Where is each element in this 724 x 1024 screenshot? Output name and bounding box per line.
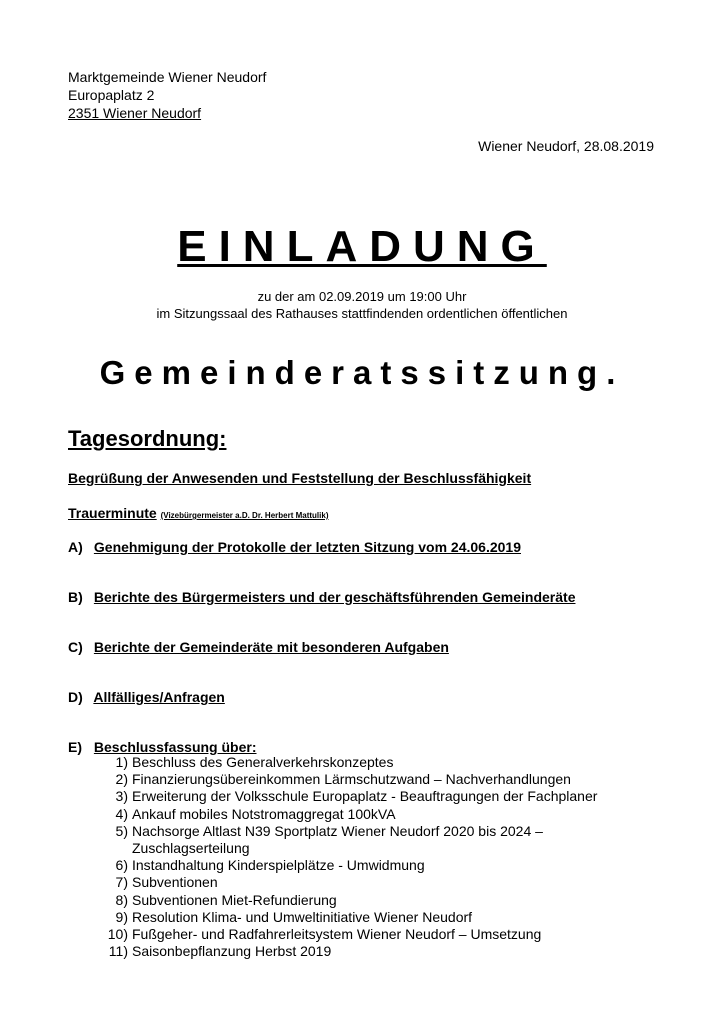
item-text: Subventionen — [132, 874, 218, 891]
section-e — [68, 739, 257, 755]
item-number: 7) — [115, 874, 128, 891]
section-c — [68, 639, 449, 655]
item-text: Nachsorge Altlast N39 Sportplatz Wiener Neudorf 2020 bis 2024 – Zuschlagserteilung — [132, 822, 543, 857]
sender-street: Europaplatz 2 — [68, 87, 155, 103]
date-line: Wiener Neudorf, 28.08.2019 — [478, 138, 654, 154]
list-item — [100, 823, 602, 857]
minute-label: Trauerminute — [68, 505, 157, 521]
subtitle-line-2: im Sitzungssaal des Rathauses stattfindenden ordentlichen öffentlichen — [156, 306, 568, 321]
section-letter: D) — [68, 689, 83, 705]
item-text: Resolution Klima- und Umweltinitiative Wiener Neudorf — [132, 908, 473, 925]
item-text: Beschluss des Generalverkehrskonzeptes — [132, 754, 394, 770]
item-number: 9) — [115, 908, 128, 925]
item-number: 11) — [108, 943, 128, 960]
minute-item — [68, 505, 329, 521]
section-text: Beschlussfassung über: — [93, 739, 257, 755]
section-text: Berichte des Bürgermeisters und der geschäftsführenden Gemeinderäte — [93, 589, 576, 605]
item-number: 8) — [115, 891, 128, 908]
section-b — [68, 589, 575, 605]
item-text: Erweiterung der Volksschule Europaplatz - Beauftragungen der Fachplaner — [132, 788, 598, 805]
meeting-title: Gemeinderatssitzung. — [99, 354, 625, 391]
subtitle-line-1: zu der am 02.09.2019 um 19:00 Uhr — [257, 289, 467, 304]
section-letter: A) — [68, 539, 83, 555]
minute-note: (Vizebürgermeister a.D. Dr. Herbert Mattulik) — [160, 511, 329, 520]
sender-name: Marktgemeinde Wiener Neudorf — [68, 69, 267, 85]
item-number: 10) — [107, 926, 128, 943]
item-text: Ankauf mobiles Notstromaggregat 100kVA — [132, 805, 396, 822]
agenda-heading: Tagesordnung: — [68, 426, 227, 451]
section-text: Berichte der Gemeinderäte mit besonderen Aufgaben — [93, 639, 449, 655]
list-item — [100, 754, 602, 771]
document-title: EINLADUNG — [177, 222, 547, 271]
item-text: Fußgeher- und Radfahrerleitsystem Wiener Neudorf – Umsetzung — [132, 926, 542, 943]
item-text: Finanzierungsübereinkommen Lärmschutzwand – Nachverhandlungen — [132, 771, 571, 788]
section-letter: B) — [68, 589, 83, 605]
list-item — [100, 788, 602, 805]
sender-city: 2351 Wiener Neudorf — [68, 105, 202, 121]
section-letter: E) — [68, 739, 82, 755]
list-item — [100, 857, 602, 874]
list-item — [100, 806, 602, 823]
section-letter: C) — [68, 639, 83, 655]
item-number: 3) — [115, 788, 128, 805]
list-item — [100, 909, 602, 926]
greeting-item: Begrüßung der Anwesenden und Feststellung der Beschlussfähigkeit — [68, 470, 532, 486]
list-item — [100, 771, 602, 788]
resolution-list — [100, 754, 602, 960]
section-text: Genehmigung der Protokolle der letzten Sitzung vom 24.06.2019 — [93, 539, 521, 555]
list-item — [100, 943, 602, 960]
item-number: 2) — [115, 771, 128, 788]
item-number: 4) — [115, 805, 128, 822]
item-text: Saisonbepflanzung Herbst 2019 — [132, 943, 332, 960]
item-number: 6) — [115, 857, 128, 874]
list-item — [100, 926, 602, 943]
item-number: 5) — [115, 822, 128, 839]
section-text: Allfälliges/Anfragen — [93, 689, 225, 705]
list-item — [100, 892, 602, 909]
item-number: 1) — [115, 754, 128, 770]
item-text: Instandhaltung Kinderspielplätze - Umwidmung — [132, 857, 425, 874]
item-text: Subventionen Miet-Refundierung — [132, 891, 337, 908]
section-d — [68, 689, 225, 705]
section-a — [68, 539, 521, 555]
list-item — [100, 874, 602, 891]
